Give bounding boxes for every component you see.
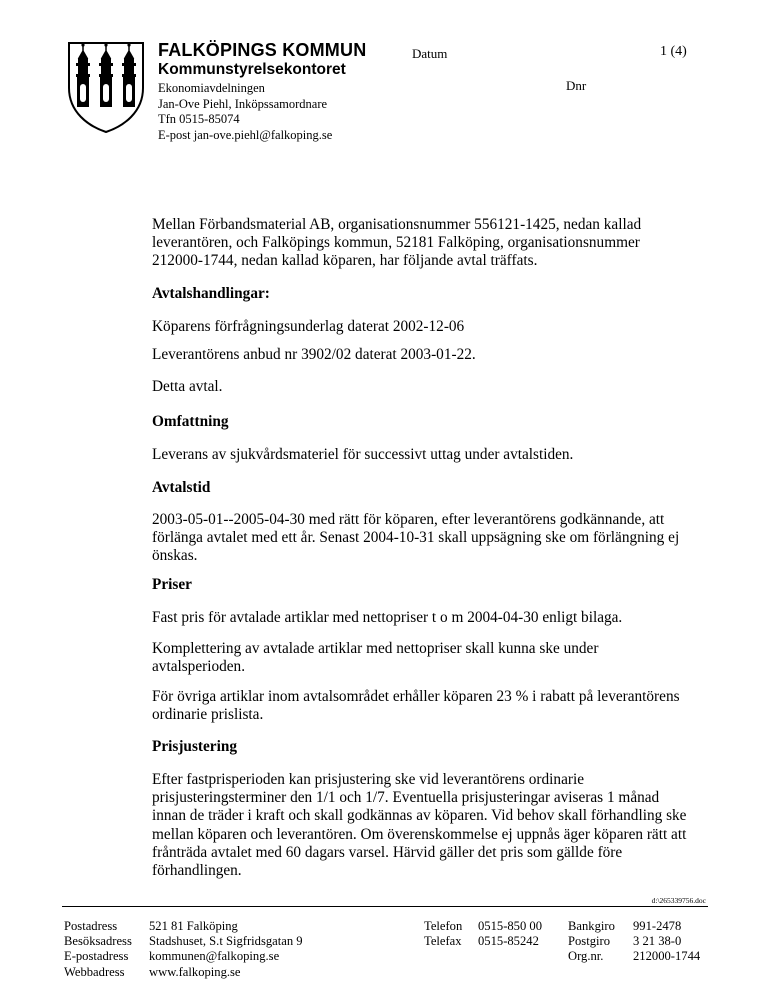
page-number: 1 (4): [660, 44, 687, 59]
footer-label: Postadress: [64, 919, 118, 933]
paragraph-priser-2: Komplettering av avtalade artiklar med nettopriser skall kunna ske under avtalsperioden.: [152, 640, 599, 676]
date-label: Datum: [412, 46, 448, 61]
footer-email-link[interactable]: kommunen@falkoping.se: [149, 949, 280, 964]
footer-values-bank: [633, 919, 700, 965]
paragraph-prisjustering: Efter fastprisperioden kan prisjustering ske vid leverantörens ordinarie prisjusteringsterminer den 1/1 och 1/7. Eventuella prisjusteringar aviseras 1 månad innan de träder i kraft och skall godkännas av köparen. Vid behov skall förhandling ske mellan köparen och leverantören. Om överenskommelse ej uppnås äger köparen rätt att frånträda avtalet med 60 dagars varsel. Härvid gäller det pris som gällde före förhandlingen.: [152, 771, 687, 880]
contact-email: E-post jan-ove.piehl@falkoping.se: [158, 127, 333, 142]
office-name: Kommunstyrelsekontoret: [158, 61, 346, 78]
footer-visiting-address: Stadshuset, S.t Sigfridsgatan 9: [149, 934, 303, 949]
department: Ekonomiavdelningen: [158, 81, 265, 95]
contact-block: [158, 81, 332, 143]
footer-postgiro: 3 21 38-0: [633, 934, 682, 949]
footer-divider: [62, 906, 708, 907]
footer-label: Webbadress: [64, 964, 125, 979]
footer-labels-bank: [568, 919, 615, 965]
paragraph-priser-1: Fast pris för avtalade artiklar med nettopriser t o m 2004-04-30 enligt bilaga.: [152, 609, 623, 626]
footer-web-link[interactable]: www.falkoping.se: [149, 964, 241, 979]
footer-label: Besöksadress: [64, 934, 132, 949]
footer-orgnr: 212000-1744: [633, 949, 701, 964]
footer-labels-address: [64, 919, 132, 980]
footer-label: Org.nr.: [568, 949, 604, 964]
footer-label: Postgiro: [568, 934, 610, 949]
file-reference: d:\265339756.doc: [651, 896, 706, 905]
footer-fax: 0515-85242: [478, 934, 539, 949]
paragraph-omfattning: Leverans av sjukvårdsmateriel för successivt uttag under avtalstiden.: [152, 446, 574, 463]
footer-values-address: [149, 919, 303, 980]
contact-phone: Tfn 0515-85074: [158, 112, 240, 127]
org-name: FALKÖPINGS KOMMUN: [158, 40, 367, 60]
paragraph-avtalstid: 2003-05-01--2005-04-30 med rätt för köparen, efter leverantörens godkännande, att förlänga avtalet med ett år. Senast 2004-10-31 skall uppsägning ske om förlängning ej önskas.: [152, 511, 680, 565]
footer-label: Bankgiro: [568, 919, 615, 933]
footer-values-phone: [478, 919, 542, 949]
paragraph-anbud: Leverantörens anbud nr 3902/02 daterat 2003-01-22.: [152, 346, 476, 363]
intro-paragraph: Mellan Förbandsmaterial AB, organisationsnummer 556121-1425, nedan kallad leverantören, och Falköpings kommun, 52181 Falköping, organisationsnummer 212000-1744, nedan kallad köparen, har följande avtal träffats.: [152, 216, 642, 270]
paragraph-avtal: Detta avtal.: [152, 378, 223, 395]
contact-person: Jan-Ove Piehl, Inköpssamordnare: [158, 96, 328, 111]
heading-omfattning: Omfattning: [152, 413, 229, 430]
heading-avtalstid: Avtalstid: [152, 479, 211, 496]
footer-bankgiro: 991-2478: [633, 919, 682, 933]
dnr-label: Dnr: [566, 78, 587, 93]
paragraph-underlag: Köparens förfrågningsunderlag daterat 2002-12-06: [152, 318, 465, 335]
footer-postal-address: 521 81 Falköping: [149, 919, 238, 933]
footer-phone: 0515-850 00: [478, 919, 543, 933]
footer-label: E-postadress: [64, 949, 129, 964]
heading-prisjustering: Prisjustering: [152, 738, 237, 755]
paragraph-priser-3: För övriga artiklar inom avtalsområdet erhåller köparen 23 % i rabatt på leverantörens ordinarie prislista.: [152, 688, 680, 724]
footer-label: Telefon: [424, 919, 463, 933]
heading-avtalshandlingar: Avtalshandlingar:: [152, 285, 270, 302]
footer-labels-phone: [424, 919, 462, 949]
heading-priser: Priser: [152, 576, 192, 593]
footer-label: Telefax: [424, 934, 462, 949]
coat-of-arms-logo: [66, 40, 146, 134]
